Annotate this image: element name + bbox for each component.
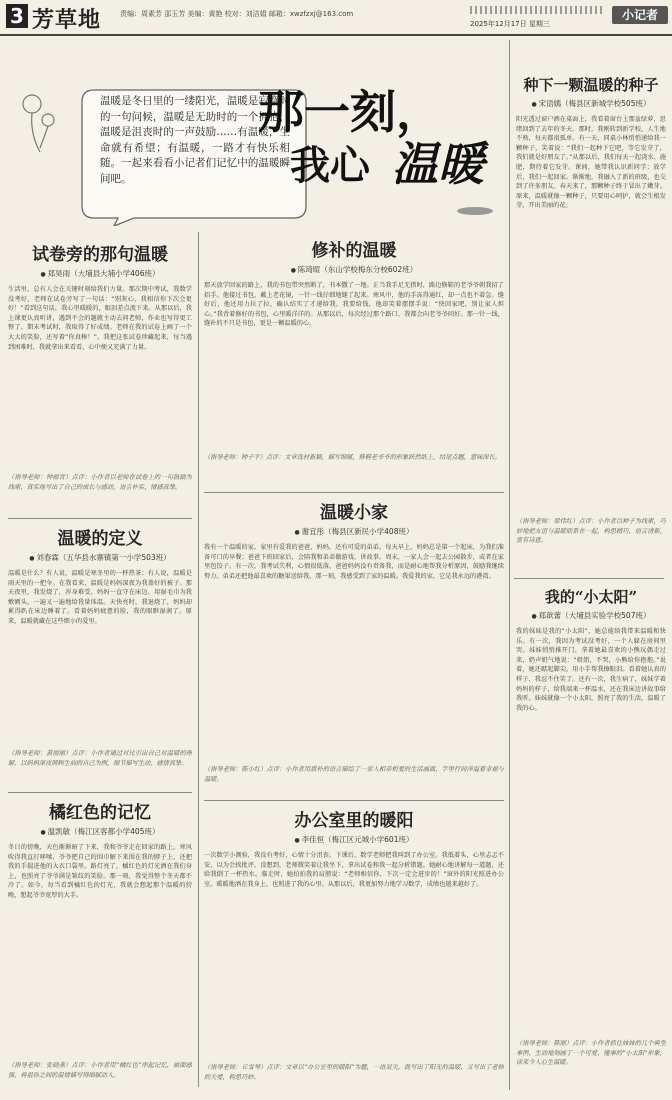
article-title: 温暖的定义 bbox=[57, 529, 143, 549]
article-review: （指导老师：黄丽丽）点评：小作者通过对比引出自己对温暖的理解，以妈妈深夜照顾生病的自己为例，细节描写生动，感情真挚。 bbox=[8, 750, 192, 767]
article-office bbox=[204, 806, 504, 1083]
article-body: 我有一个温暖的家，家里有爱我的爸爸、妈妈，还有可爱的弟弟。每天早上，妈妈总是第一个起床，为我们准备可口的早餐；爸爸下班回家后，会陪我和弟弟做游戏、讲故事。周末，一家人会一起去公园散步，或者在家里包饺子。有一次，我考试失利，心情很低落，爸爸妈妈没有责备我，而是耐心地帮我分析原因，鼓励我继续努力。弟弟还把他最喜欢的糖果送给我。那一刻，我感受到了家的温暖。我爱我的家，它是我永远的港湾。 bbox=[204, 544, 504, 580]
flower-decoration-icon bbox=[10, 86, 68, 156]
headline-line2: 我心 bbox=[290, 142, 370, 189]
intro-text: 温暖是冬日里的一缕阳光，温暖是寂寞时的一句问候，温暖是无助时的一个拥抱，温暖是沮丧时的一声鼓励……有温暖，生命就有希望；有温暖，一路才有快乐相随。一起来看看小记者们记忆中的温暖瞬间吧。 bbox=[100, 95, 290, 185]
dotted-divider bbox=[470, 6, 605, 14]
column-divider bbox=[509, 40, 510, 1090]
article-body: 那天放学回家的路上，我的书包带突然断了，书本撒了一地。正当我手足无措时，路边修鞋的老爷爷朝我招了招手。他接过书包，戴上老花镜，一针一线仔细地缝了起来。寒风中，他的手冻得通红，却一点也不着急。缝好后，他还用力拉了拉，确认结实了才递给我。我要给钱，他却笑着摆摆手说：“快回家吧，别让家人担心。”我背着修好的书包，心里暖洋洋的。从那以后，每次经过那个路口，我都会向老爷爷问好。那一针一线，缝补的不只是书包，更是一颗温暖的心。 bbox=[204, 282, 504, 328]
section-divider bbox=[204, 492, 504, 493]
article-review: （指导老师：陈小红）点评：小作者用质朴的语言描绘了一家人相亲相爱的生活画面，字里行间洋溢着幸福与温暖。 bbox=[204, 766, 504, 783]
article-author: ● 陈琦暄（东山学校梅东分校602班） bbox=[204, 264, 504, 275]
issue-date: 2025年12月17日 星期三 bbox=[470, 20, 550, 28]
article-definition bbox=[8, 524, 192, 769]
article-review: （指导老师：张晓燕）点评：小作者用“橘红色”串起记忆，画面感强，将祖孙之间的温情描写得细腻动人。 bbox=[8, 1062, 192, 1079]
article-exam bbox=[8, 240, 192, 493]
section-divider bbox=[8, 792, 192, 793]
article-author: ● 温凯敏（梅江区客都小学405班） bbox=[8, 826, 192, 837]
article-title: 修补的温暖 bbox=[311, 241, 397, 261]
article-title: 办公室里的暖阳 bbox=[294, 811, 414, 831]
ink-splash-icon bbox=[455, 205, 495, 217]
article-title: 种下一颗温暖的种子 bbox=[523, 76, 659, 94]
masthead bbox=[0, 0, 672, 36]
section-title: 芳草地 bbox=[32, 7, 102, 33]
section-divider bbox=[204, 800, 504, 801]
column-divider bbox=[198, 232, 199, 1087]
article-body: 冬日的傍晚，天色渐渐暗了下来，我和爷爷走在回家的路上。寒风吹得我直打哆嗦，爷爷把自己的围巾解下来围在我的脖子上，还把我的手揣进他的大衣口袋里。路灯亮了，橘红色的灯光洒在我们身上，也照亮了爷爷满是皱纹的笑脸。那一刻，我觉得整个冬天都不冷了。如今，每当看到橘红色的灯光，我就会想起那个温暖的傍晚，想起爷爷宽厚的大手。 bbox=[8, 844, 192, 899]
article-review: （指导老师：丘雪琴）点评：文章以“办公室里的暖阳”为题，一语双关，既写出了阳光的温暖，又写出了老师的关爱，构思巧妙。 bbox=[204, 1064, 504, 1081]
article-seed bbox=[516, 76, 666, 547]
headline-line3: 温暖 bbox=[392, 137, 484, 191]
article-repair bbox=[204, 236, 504, 473]
article-title: 橘红色的记忆 bbox=[49, 803, 151, 823]
editor-credits: 责编：周素芳 邵玉芳 美编：黄艳 校对：刘洁娟 邮箱：xwzfzxj@163.com bbox=[120, 10, 354, 18]
headline-line1: 那一刻， bbox=[258, 85, 442, 139]
article-title: 温暖小家 bbox=[320, 503, 388, 523]
article-body: 阳光透过窗户洒在桌面上，我看着窗台上那盆绿萝，思绪回到了去年的冬天。那时，我刚转到新学校，人生地不熟，每天都很孤单。有一天，同桌小林悄悄递给我一颗种子，笑着说：“我们一起种下它吧，等它发芽了，我们就是好朋友了。”从那以后，我们每天一起浇水、施肥，期待着它发芽。课间，她带我认识新同学；放学后，我们一起回家。渐渐地，我融入了新的班级，也交到了许多朋友。春天来了，那颗种子终于冒出了嫩芽。原来，温暖就像一颗种子，只要用心呵护，就会生根发芽，开出美丽的花。 bbox=[516, 116, 666, 210]
article-review: （指导老师：钟子平）点评：文章选材新颖，描写细腻，修鞋老爷爷的形象跃然纸上，结尾点题，意味深长。 bbox=[204, 454, 501, 461]
section-divider bbox=[514, 578, 664, 579]
article-author: ● 李佳恒（梅江区元城小学601班） bbox=[204, 834, 504, 845]
section-divider bbox=[8, 518, 192, 519]
article-title: 我的“小太阳” bbox=[544, 588, 638, 606]
article-review: （指导老师：陈丽）点评：小作者抓住妹妹的几个典型事例，生动地刻画了一个可爱、懂事的“小太阳”形象，读来令人心生温暖。 bbox=[516, 1040, 666, 1067]
article-title: 试卷旁的那句温暖 bbox=[32, 245, 168, 265]
article-author: ● 刘春霖（五华县水寨镇第一小学503班） bbox=[8, 552, 192, 563]
article-review: （指导老师：钟丽青）点评：小作者以老师在试卷上的一句鼓励为线索，真实地写出了自己的成长与感动，语言朴实，情感真挚。 bbox=[8, 474, 192, 491]
article-body: 我的妹妹是我的“小太阳”，她总能给我带来温暖和快乐。有一次，我因为考试没考好，一个人躲在房间里哭。妹妹悄悄推开门，拿着她最喜欢的小熊玩偶走过来，奶声奶气地说：“姐姐，不哭，小熊给你抱抱。”说着，她还踮起脚尖，用小手帮我擦眼泪。看着她认真的样子，我忍不住笑了。还有一次，我生病了，妹妹学着妈妈的样子，给我端来一杯温水，还在我床边讲故事给我听。妹妹就像一个小太阳，照亮了我的生活，温暖了我的心。 bbox=[516, 628, 666, 712]
article-little-sun bbox=[516, 586, 666, 1079]
article-body: 生活里，总有人会在关键时刻给我们力量。那次期中考试，我数学没考好，老师在试卷旁写了一句话：“别灰心，我相信你下次会更好！”看到这句话，我心里暖暖的，眼泪差点流下来。从那以后，我上课更认真听讲，遇到不会的题就主动去问老师，作业也写得更工整了。期末考试时，我取得了好成绩。老师在我的试卷上画了一个大大的笑脸，还写着“你真棒！”。我把这张试卷珍藏起来，每当遇到困难时，我就拿出来看看，心中便又充满了力量。 bbox=[8, 286, 192, 351]
article-author: ● 谢宜彤（梅县区新民小学408班） bbox=[204, 526, 504, 537]
page-number: 3 bbox=[6, 4, 28, 28]
column-brand: 小记者 bbox=[612, 6, 668, 24]
article-home bbox=[204, 498, 504, 785]
article-orange-memory bbox=[8, 798, 192, 1081]
article-author: ● 郑昊雨（大埔县大埔小学406班） bbox=[8, 268, 192, 279]
article-body: 温暖是什么？有人说，温暖是寒冬里的一杯热茶；有人说，温暖是雨天里的一把伞。在我看来，温暖是妈妈深夜为我盖好的被子。那天夜里，我发烧了，浑身难受。妈妈一直守在床边，用湿毛巾为我敷额头，一遍又一遍地给我量体温。天快亮时，我退烧了，妈妈却累得趴在床边睡着了。看着妈妈疲惫的脸，我的眼眶湿润了。原来，温暖就藏在这些细小的爱里。 bbox=[8, 570, 192, 625]
article-body: 一次数学小测验，我没有考好，心情十分沮丧。下课后，数学老师把我叫到了办公室。我低着头，心里忐忑不安，以为会挨批评。没想到，老师微笑着让我坐下，拿出试卷和我一起分析错题。她耐心地讲解每一道题，还给我倒了一杯热水。临走时，她拍拍我的肩膀说：“老师相信你，下次一定会进步的！”窗外的阳光照进办公室，暖暖地洒在我身上，也照进了我的心里。从那以后，我更加努力地学习数学，成绩也越来越好了。 bbox=[204, 852, 504, 888]
article-author: ● 宋语嫣（梅县区新城学校505班） bbox=[516, 98, 666, 109]
article-author: ● 郑歆蕾（大埔县实验学校507班） bbox=[516, 610, 666, 621]
article-review: （指导老师：梁伟红）点评：小作者以种子为线索，巧妙地把友谊与温暖联系在一起，构思精巧，语言清新，富有诗意。 bbox=[516, 518, 666, 545]
